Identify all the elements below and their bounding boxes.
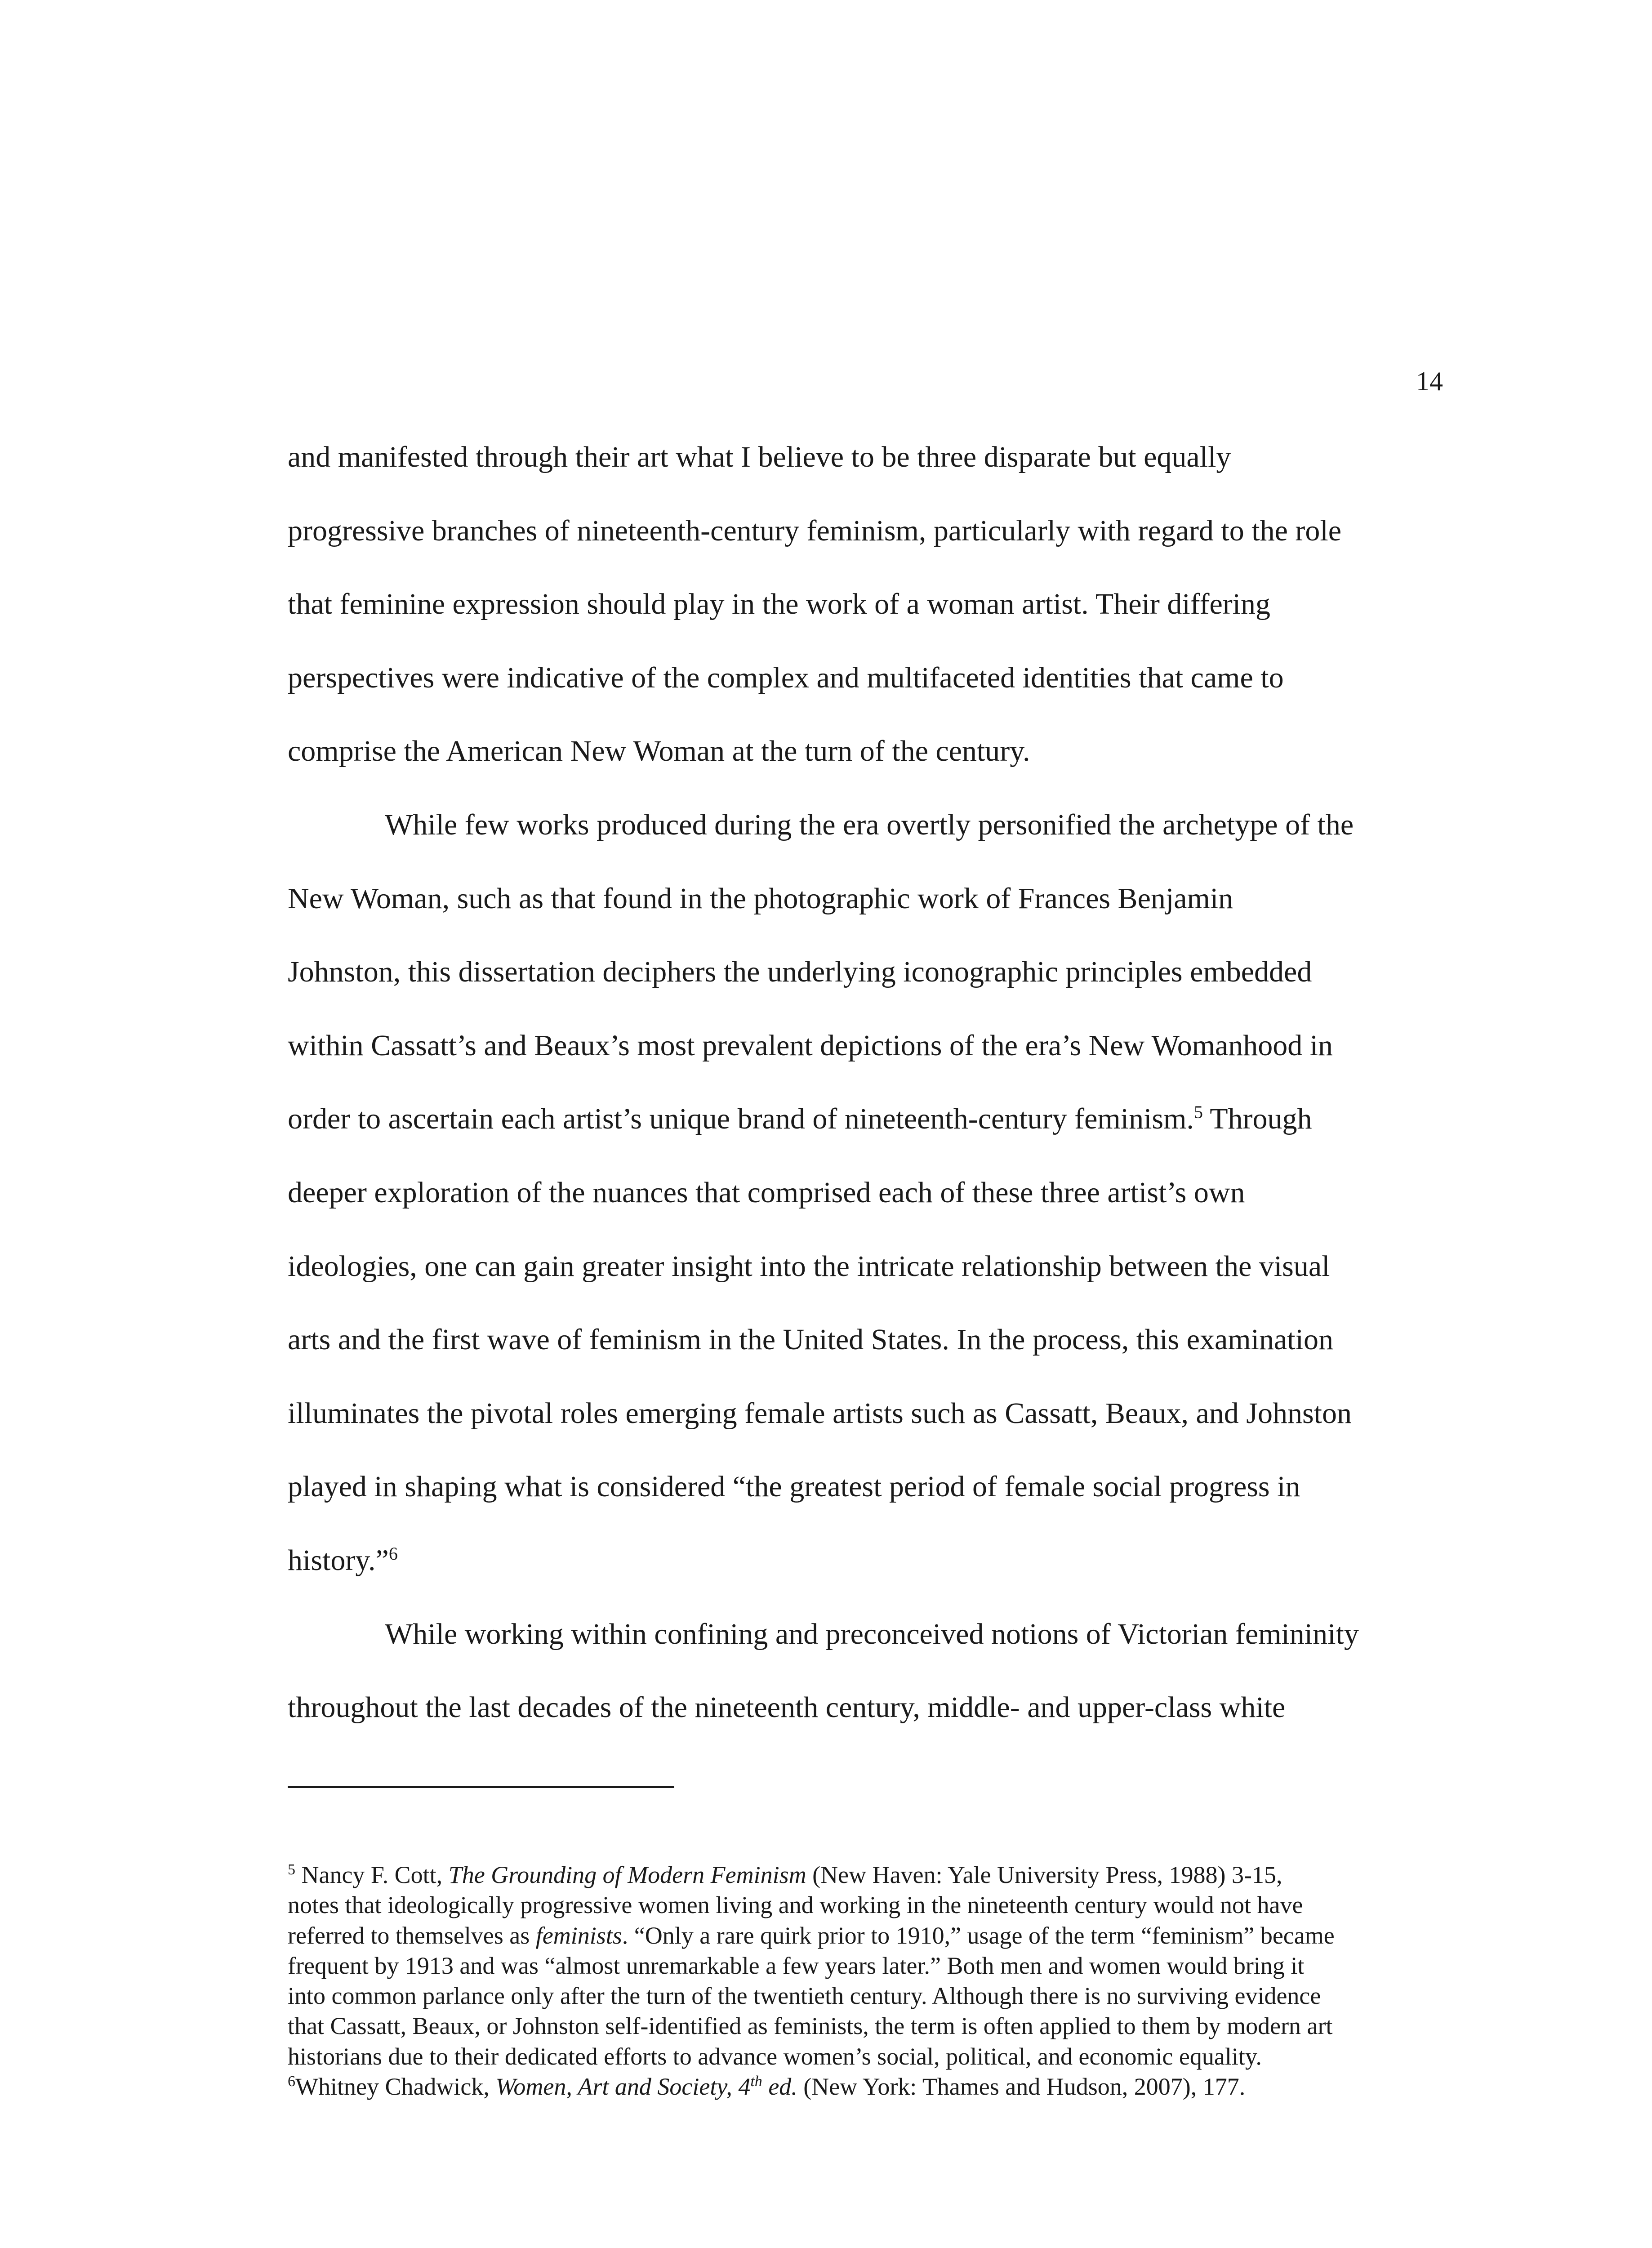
body-line: arts and the first wave of feminism in the United States. In the process, this examination xyxy=(288,1323,1333,1356)
body-line: perspectives were indicative of the complex and multifaceted identities that came to xyxy=(288,661,1284,694)
footnote-marker-6: 6 xyxy=(288,2073,295,2090)
footnote-publication: (New Haven: Yale University Press, 1988) 3-15, xyxy=(806,1861,1282,1888)
body-line: While few works produced during the era overtly personified the archetype of the xyxy=(385,808,1354,841)
footnote-title-tail: ed. xyxy=(762,2073,797,2101)
footnote-5-line: historians due to their dedicated efforts to advance women’s social, political, and economic equality. xyxy=(288,2043,1262,2070)
page-number: 14 xyxy=(1416,366,1443,396)
body-line-text: history.” xyxy=(288,1543,389,1577)
footnotes xyxy=(288,1860,1456,2102)
body-line: progressive branches of nineteenth-century feminism, particularly with regard to the role xyxy=(288,514,1341,547)
footnote-6-line xyxy=(288,2072,1456,2102)
body-line: that feminine expression should play in the work of a woman artist. Their differing xyxy=(288,588,1271,621)
footnote-emphasis: feminists xyxy=(535,1922,622,1949)
footnote-5-line: that Cassatt, Beaux, or Johnston self-identified as feminists, the term is often applied to them by modern art xyxy=(288,2012,1333,2040)
footnote-title-text: Women, Art and Society, 4 xyxy=(495,2073,751,2101)
body-line: While working within confining and preconceived notions of Victorian femininity xyxy=(385,1617,1359,1650)
body-line: within Cassatt’s and Beaux’s most prevalent depictions of the era’s New Womanhood in xyxy=(288,1029,1333,1062)
body-line: played in shaping what is considered “the greatest period of female social progress in xyxy=(288,1470,1300,1503)
footnote-divider xyxy=(288,1786,674,1788)
footnote-5-line xyxy=(288,1860,1456,1891)
footnote-title: The Grounding of Modern Feminism xyxy=(448,1861,806,1888)
body-line: New Woman, such as that found in the photographic work of Frances Benjamin xyxy=(288,882,1233,915)
footnote-5-line: notes that ideologically progressive women living and working in the nineteenth century would not have xyxy=(288,1891,1303,1919)
body-line: comprise the American New Woman at the turn of the century. xyxy=(288,735,1030,768)
footnote-marker-5: 5 xyxy=(288,1861,295,1878)
body-line-tail: Through xyxy=(1202,1102,1312,1136)
body-line: Johnston, this dissertation deciphers the underlying iconographic principles embedded xyxy=(288,955,1312,989)
body-text xyxy=(288,437,1438,1761)
footnote-5-line xyxy=(288,1921,1456,1951)
body-line-with-footnote xyxy=(288,1540,1438,1614)
footnote-publication: (New York: Thames and Hudson, 2007), 177. xyxy=(797,2073,1246,2101)
footnote-5-line: into common parlance only after the turn of the twentieth century. Although there is no surviving evidence xyxy=(288,1982,1321,2010)
body-line: illuminates the pivotal roles emerging female artists such as Cassatt, Beaux, and Johnston xyxy=(288,1396,1352,1430)
footnote-title xyxy=(495,2073,797,2100)
footnote-author: Whitney Chadwick, xyxy=(295,2073,496,2101)
footnote-author: Nancy F. Cott, xyxy=(295,1861,449,1888)
footnote-ref-6[interactable]: 6 xyxy=(388,1543,398,1564)
footnote-text: referred to themselves as xyxy=(288,1922,536,1949)
body-line: deeper exploration of the nuances that comprised each of these three artist’s own xyxy=(288,1176,1245,1209)
footnote-title-sup: th xyxy=(750,2073,762,2090)
body-line: ideologies, one can gain greater insight into the intricate relationship between the visual xyxy=(288,1249,1330,1283)
footnote-ref-5[interactable]: 5 xyxy=(1193,1102,1203,1123)
body-line: throughout the last decades of the nineteenth century, middle- and upper-class white xyxy=(288,1691,1286,1724)
body-line-text: order to ascertain each artist’s unique brand of nineteenth-century feminism. xyxy=(288,1102,1194,1136)
footnote-5-line: frequent by 1913 and was “almost unremarkable a few years later.” Both men and women would bring it xyxy=(288,1952,1305,1979)
body-line-with-footnote xyxy=(288,1099,1438,1173)
footnote-text: . “Only a rare quirk prior to 1910,” usage of the term “feminism” became xyxy=(622,1922,1335,1949)
body-line: and manifested through their art what I believe to be three disparate but equally xyxy=(288,441,1231,473)
